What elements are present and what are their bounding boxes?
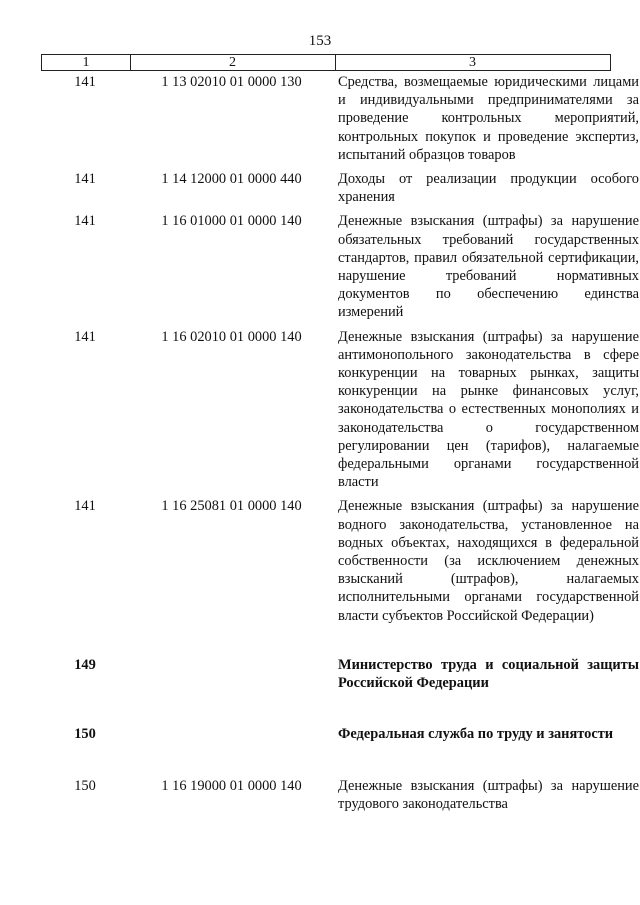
table-body (41, 73, 639, 813)
admin-code: 141 (74, 328, 96, 345)
kbk-code: 1 16 01000 01 0000 140 (161, 213, 302, 230)
header-col-3: 3 (469, 55, 476, 70)
revenue-name: Федеральная служба по труду и занятости (338, 726, 614, 743)
kbk-code (129, 656, 334, 692)
revenue-name: Денежные взыскания (штрафы) за нарушение антимонопольного законодательства в сфере конкуренции на товарных рынках, защиты конкуренции на рынке финансовых услуг, законодательства о естественных монополиях и законодательства о государственном регулировании цен (тарифов), налагаемые федеральными органами государственной власти (338, 328, 639, 491)
kbk-code: 1 16 02010 01 0000 140 (161, 328, 302, 345)
admin-code: 141 (74, 498, 96, 515)
table-row (41, 328, 639, 492)
table-row (41, 212, 639, 321)
admin-code: 150 (74, 726, 96, 743)
kbk-code: 1 16 25081 01 0000 140 (161, 498, 302, 515)
page-number: 153 (308, 33, 332, 49)
table-row-agency (41, 725, 614, 743)
table-header (41, 54, 611, 71)
kbk-code (129, 725, 334, 743)
header-col-2: 2 (229, 55, 236, 70)
kbk-code: 1 13 02010 01 0000 130 (161, 74, 302, 90)
revenue-name: Доходы от реализации продукции особого хранения (338, 171, 639, 206)
table-row (41, 497, 639, 624)
header-col-1: 1 (82, 55, 90, 70)
revenue-name: Денежные взыскания (штрафы) за нарушение водного законодательства, установленное на водных объектах, находящихся в федеральной собственности (за исключением денежных взысканий (штрафов), налагаемых исполнительными органами государственной власти субъектов Российской Федерации) (338, 498, 639, 624)
revenue-name: Денежные взыскания (штрафы) за нарушение трудового законодательства (338, 777, 639, 812)
kbk-code: 1 16 19000 01 0000 140 (161, 777, 302, 794)
table-row (41, 170, 639, 206)
revenue-name: Средства, возмещаемые юридическими лицами и индивидуальными предпринимателями за проведение контрольных мероприятий, контрольных покупок и проведение экспертиз, испытаний образцов товаров (338, 74, 639, 163)
admin-code: 141 (74, 74, 96, 90)
revenue-name: Денежные взыскания (штрафы) за нарушение обязательных требований государственных стандартов, правил обязательной сертификации, нарушение требований нормативных документов по обеспечению единства измерений (338, 213, 639, 321)
admin-code: 150 (74, 777, 96, 794)
admin-code: 141 (74, 213, 96, 230)
admin-code: 149 (74, 656, 96, 673)
table-row (41, 73, 639, 164)
kbk-code: 1 14 12000 01 0000 440 (161, 171, 302, 188)
table-row (41, 777, 639, 813)
admin-code: 141 (74, 171, 96, 188)
revenue-name: Министерство труда и социальной защиты Российской Федерации (338, 656, 639, 692)
table-row-ministry (41, 656, 639, 692)
